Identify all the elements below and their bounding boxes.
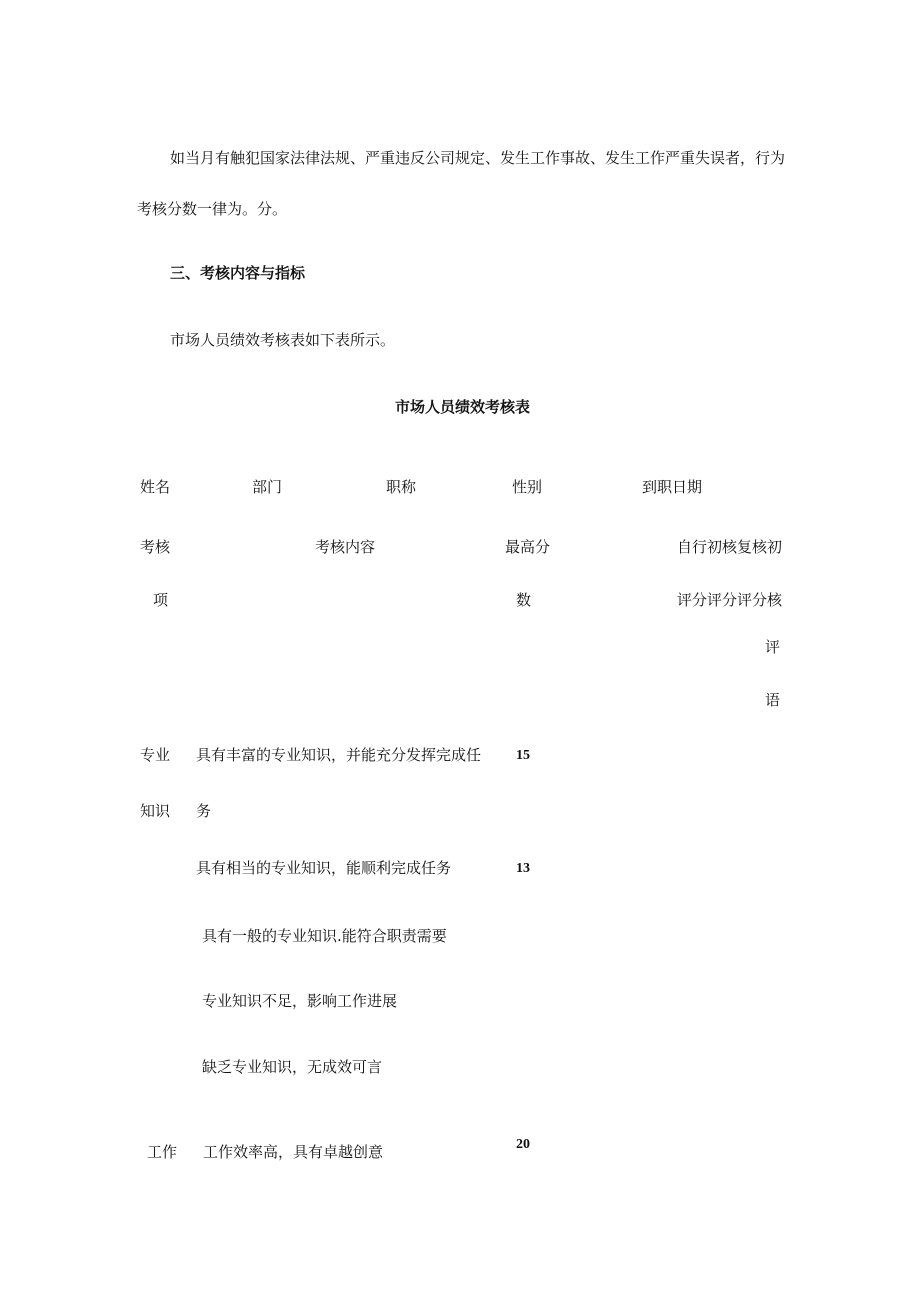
row-work-item-line-1: 工作 [147,1143,178,1161]
header-item-line-2: 项 [153,591,169,609]
header-max-line-1: 最高分 [505,538,551,556]
section-heading: 三、考核内容与指标 [170,264,306,282]
row-prof-item-line-2: 知识 [140,802,171,820]
row-prof-score-2: 13 [516,861,530,876]
header-scores-line-2: 评分评分评分核 [677,591,783,609]
row-work-content-1: 工作效率高，具有卓越创意 [203,1143,384,1161]
row-prof-content-1-line-1: 具有丰富的专业知识，并能充分发挥完成任 [196,746,482,764]
row-prof-content-4: 专业知识不足，影响工作进展 [202,992,398,1010]
row-prof-content-2: 具有相当的专业知识，能顺利完成任务 [196,859,452,877]
header-content: 考核内容 [315,538,376,556]
info-dept-label: 部门 [252,478,283,496]
header-max-line-2: 数 [516,591,532,609]
header-scores-line-1: 自行初核复核初 [677,538,783,556]
intro-line-1: 如当月有触犯国家法律法规、严重违反公司规定、发生工作事故、发生工作严重失误者，行为 [170,149,786,167]
row-prof-content-1-line-2: 务 [196,802,212,820]
info-gender-label: 性别 [512,478,543,496]
header-item-line-1: 考核 [140,538,171,556]
row-work-score-1: 20 [516,1137,530,1152]
row-prof-content-3: 具有一般的专业知识.能符合职责需要 [202,927,447,945]
info-title-label: 职称 [386,478,417,496]
row-prof-score-1: 15 [516,748,530,763]
header-comment-line-2: 语 [765,691,781,709]
row-prof-content-5: 缺乏专业知识，无成效可言 [202,1058,383,1076]
row-prof-item-line-1: 专业 [140,746,171,764]
header-comment-line-1: 评 [765,638,781,656]
info-join-date-label: 到职日期 [642,478,703,496]
table-title: 市场人员绩效考核表 [395,398,531,416]
section-intro: 市场人员绩效考核表如下表所示。 [170,331,396,349]
info-name-label: 姓名 [140,478,171,496]
intro-line-2: 考核分数一律为。分。 [137,200,288,218]
